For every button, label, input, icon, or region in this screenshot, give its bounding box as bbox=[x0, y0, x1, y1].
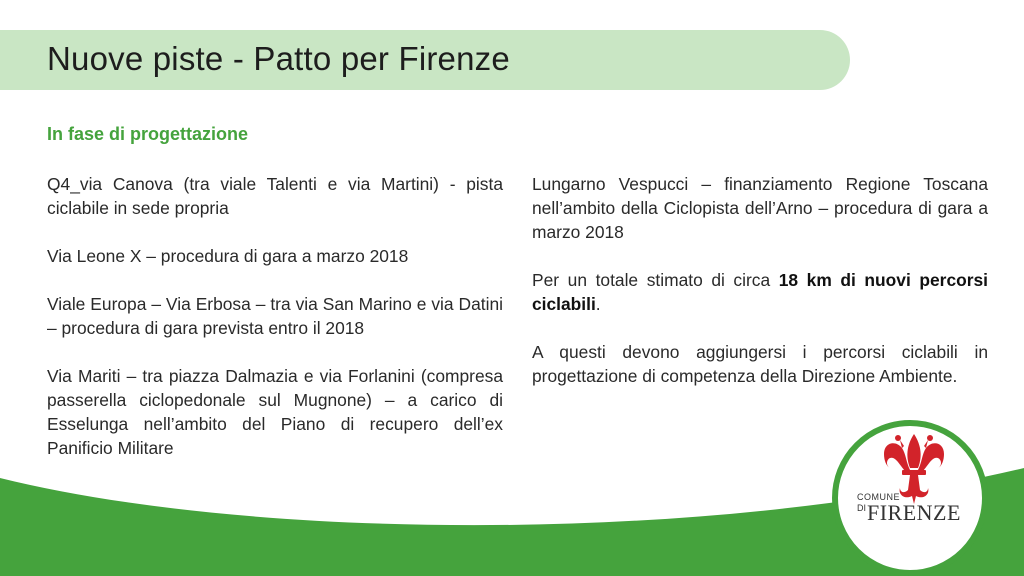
project-item: Q4_via Canova (tra viale Talenti e via Martini) - pista ciclabile in sede propria bbox=[47, 174, 503, 218]
total-suffix: . bbox=[595, 294, 601, 314]
total-summary bbox=[532, 268, 988, 316]
total-prefix: Per un totale stimato di circa bbox=[532, 270, 779, 290]
logo-text-comune: COMUNE bbox=[857, 492, 900, 502]
logo-text-firenze: FIRENZE bbox=[867, 500, 961, 525]
project-item: Via Mariti – tra piazza Dalmazia e via Forlanini (compresa passerella ciclopedonale sul Mugnone) – a carico di Esselunga nell’ambito del Piano di recupero dell’ex Panificio Militare bbox=[47, 366, 503, 458]
additional-note: A questi devono aggiungersi i percorsi ciclabili in progettazione di competenza della Direzione Ambiente. bbox=[532, 342, 988, 386]
project-item: Via Leone X – procedura di gara a marzo 2018 bbox=[47, 246, 409, 266]
project-item: Viale Europa – Via Erbosa – tra via San Marino e via Datini – procedura di gara prevista entro il 2018 bbox=[47, 294, 503, 338]
logo-text-di: DI bbox=[857, 503, 866, 513]
left-column bbox=[47, 172, 503, 460]
total-highlight: 18 km di nuovi percorsi ciclabili bbox=[532, 270, 989, 314]
project-item: Lungarno Vespucci – finanziamento Regione Toscana nell’ambito della Ciclopista dell’Arno – procedura di gara a marzo 2018 bbox=[532, 174, 988, 242]
right-column bbox=[532, 172, 988, 388]
section-subtitle: In fase di progettazione bbox=[47, 124, 249, 144]
slide-title: Nuove piste - Patto per Firenze bbox=[47, 40, 510, 77]
